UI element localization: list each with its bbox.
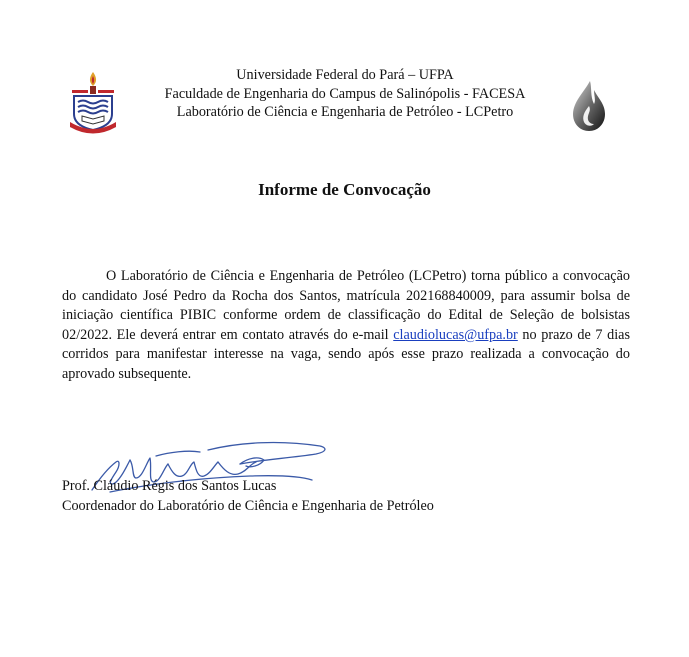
page-title: Informe de Convocação — [258, 180, 431, 199]
institution-header — [140, 66, 550, 122]
ufpa-crest-icon — [66, 70, 120, 136]
body-paragraph — [62, 267, 630, 385]
signatory-role: Coordenador do Laboratório de Ciência e Engenharia de Petróleo — [62, 497, 434, 514]
body-text-after-email: no prazo de 7 dias corridos para manifestar interesse na vaga, sendo após esse prazo realizada a convocação do aprovado subsequente. — [62, 326, 630, 382]
signatory-name: Prof. Cláudio Régis dos Santos Lucas — [62, 478, 277, 494]
faculty-name: Faculdade de Engenharia do Campus de Salinópolis - FACESA — [164, 85, 526, 102]
laboratory-name: Laboratório de Ciência e Engenharia de Petróleo - LCPetro — [176, 104, 514, 120]
body-text-before-email: O Laboratório de Ciência e Engenharia de Petróleo (LCPetro) torna público a convocação do candidato José Pedro da Rocha dos Santos, matrícula 202168840009, para assumir bolsa de iniciação científica PIBIC conforme ordem de classificação do Edital de Seleção de bolsistas 02/2022. Ele deverá entrar em contato através do e-mail — [62, 268, 630, 343]
oil-drop-flame-icon — [570, 80, 608, 132]
university-name: Universidade Federal do Pará – UFPA — [236, 67, 454, 83]
signature-block — [62, 477, 434, 516]
email-link[interactable]: claudiolucas@ufpa.br — [393, 326, 518, 343]
